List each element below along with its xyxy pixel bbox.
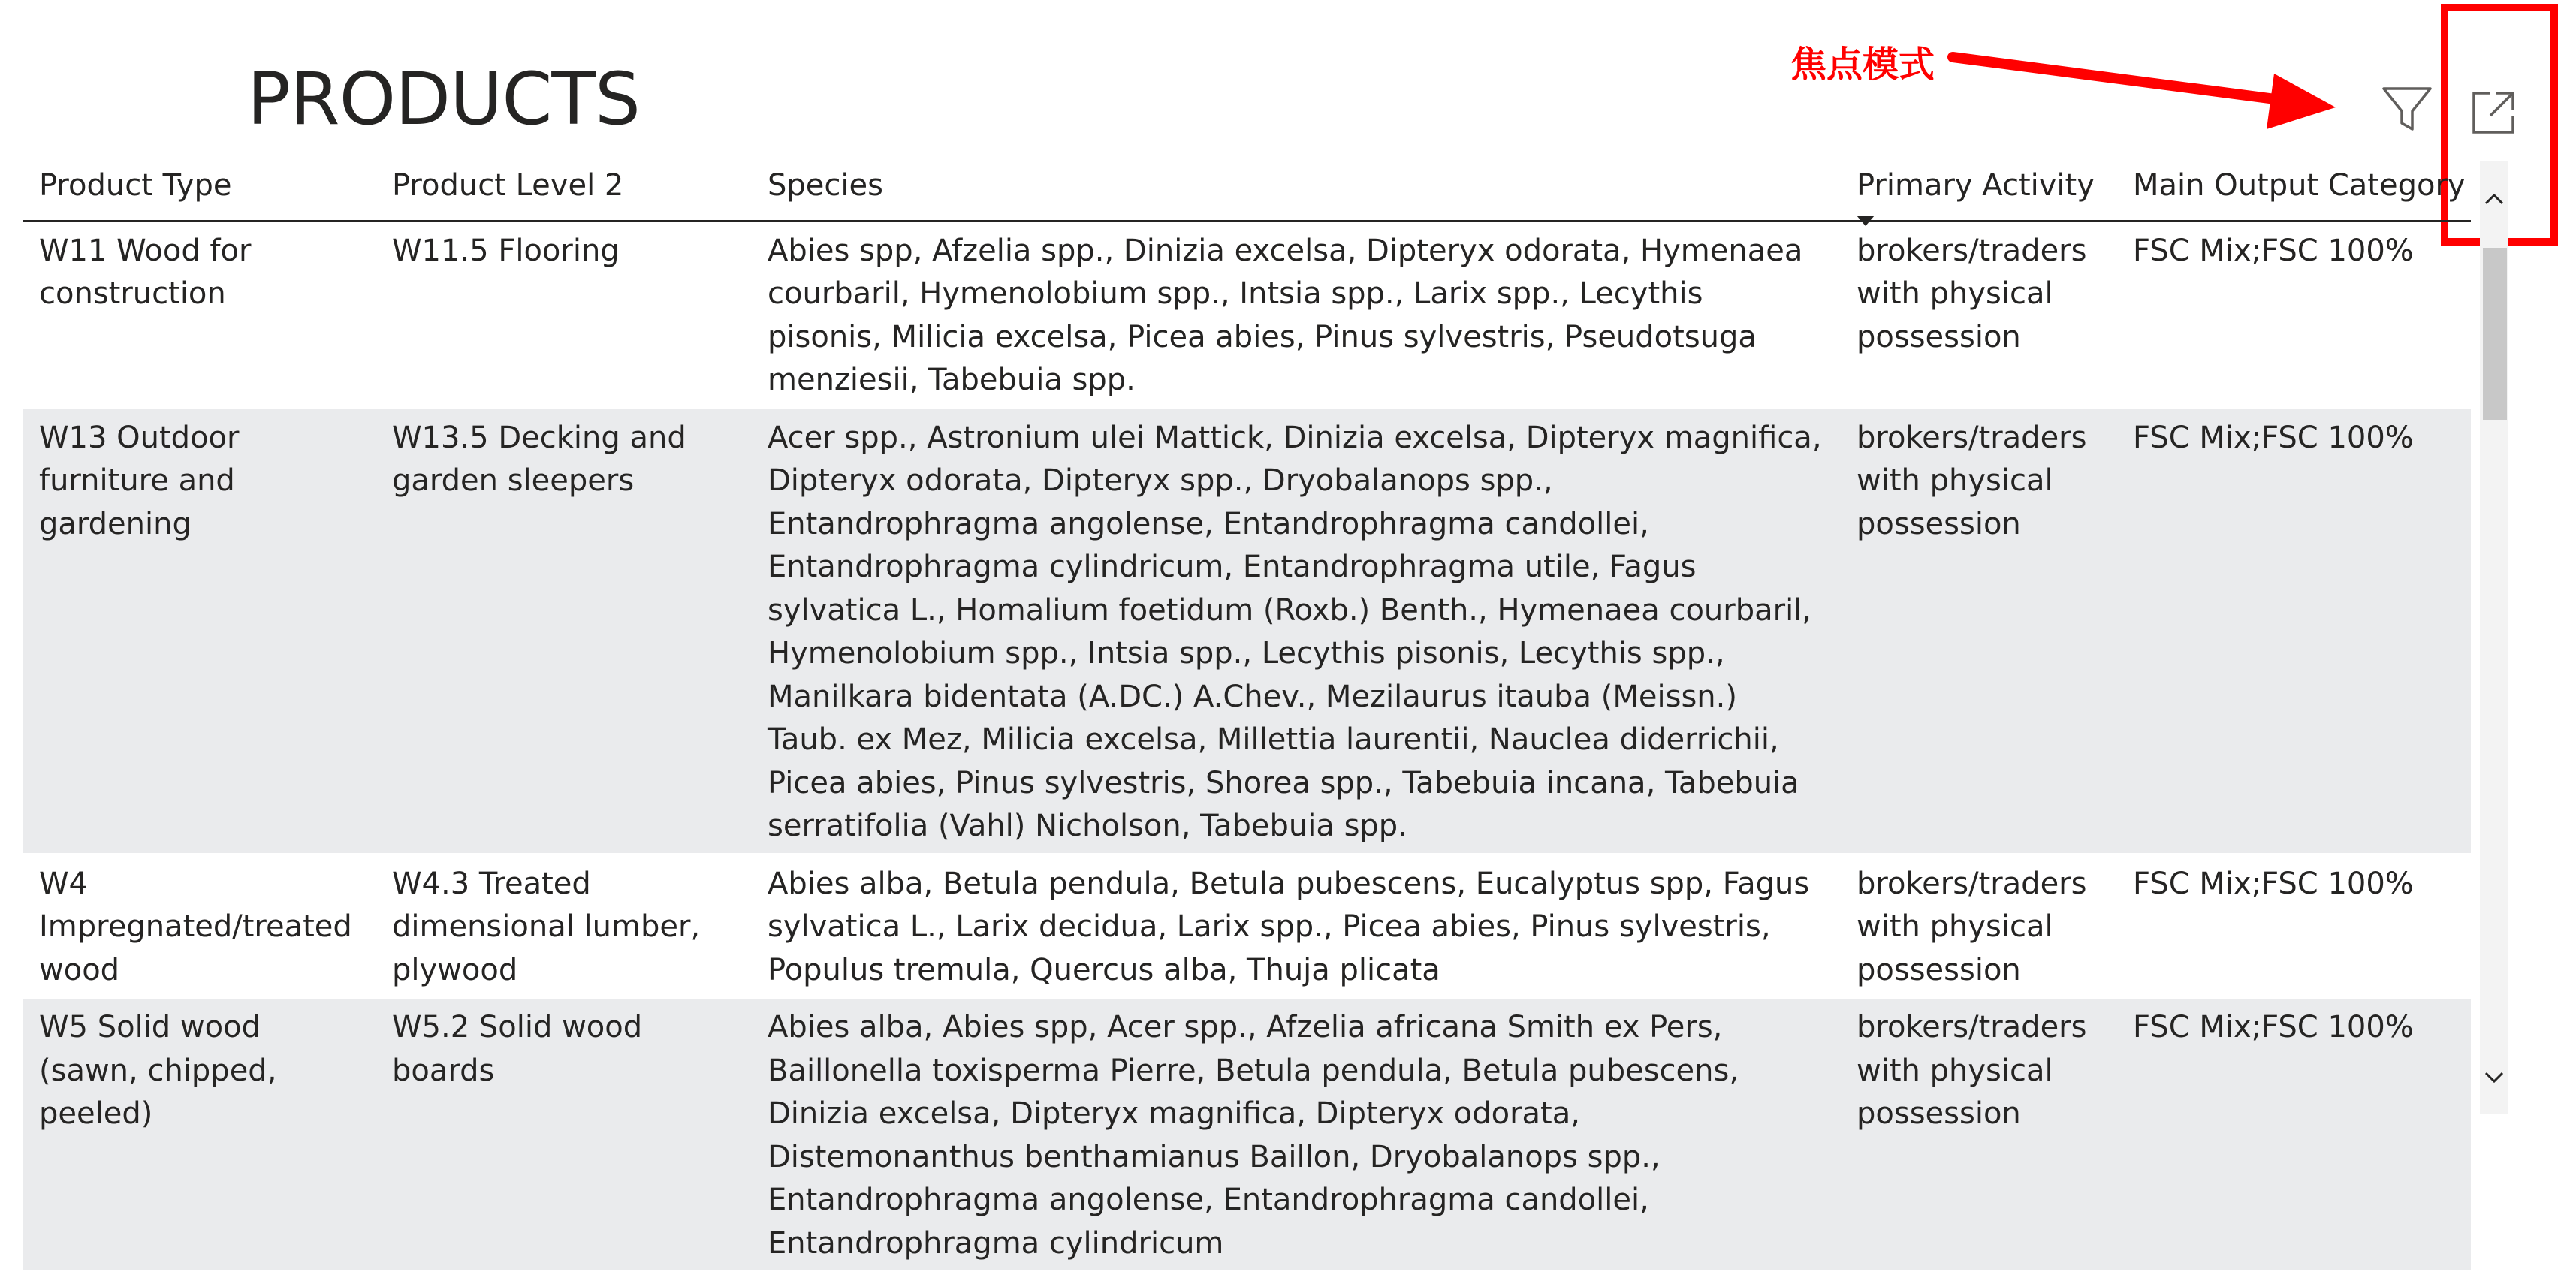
products-table [23, 154, 2471, 1261]
table-header-row [23, 154, 2471, 221]
cell-product-level-2: W11.5 Flooring [392, 233, 620, 268]
cell-product-type: W13 Outdoor furniture and gardening [23, 408, 376, 854]
filter-icon[interactable] [2381, 83, 2433, 135]
cell-primary-activity: brokers/traders with physical possession [1857, 866, 2087, 987]
column-header-species[interactable]: Species [751, 154, 1840, 221]
cell-main-output-category: FSC Mix;FSC 100% [2133, 233, 2414, 268]
table-row[interactable] [23, 221, 2471, 408]
cell-species: Abies alba, Betula pendula, Betula pubescens, Eucalyptus spp, Fagus sylvatica L., Larix decidua, Larix spp., Picea abies, Pinus sylvestris, Populus tremula, Quercus alba, Thuja plicata [768, 866, 1810, 987]
cell-species: Abies spp, Afzelia spp., Dinizia excelsa, Dipteryx odorata, Hymenaea courbaril, Hymenolobium spp., Intsia spp., Larix spp., Lecythis pisonis, Milicia excelsa, Picea abies, Pinus sylvestris, Pseudotsuga menziesii, Tabebuia spp. [768, 233, 1803, 397]
cell-product-level-2: W13.5 Decking and garden sleepers [376, 408, 751, 854]
cell-primary-activity: brokers/traders with physical possession [1840, 998, 2116, 1271]
cell-primary-activity: brokers/traders with physical possession [1857, 233, 2087, 354]
cell-main-output-category: FSC Mix;FSC 100% [2116, 998, 2471, 1271]
column-header-label: Primary Activity [1857, 168, 2095, 203]
cell-primary-activity: brokers/traders with physical possession [1840, 408, 2116, 854]
column-header-primary-activity[interactable] [1840, 154, 2116, 221]
cell-species: Abies alba, Abies spp, Acer spp., Afzelia africana Smith ex Pers, Baillonella toxisperma Pierre, Betula pendula, Betula pubescens, Dinizia excelsa, Dipteryx magnifica, Dipteryx odorata, Distemonanthus benthamianus Baillon, Dryobalanops spp., Entandrophragma angolense, Entandrophragma candollei, Entandrophragma cylindricum [751, 998, 1840, 1271]
cell-product-type: W4 Impregnated/treated wood [39, 866, 352, 987]
table-row[interactable] [23, 998, 2471, 1271]
column-header-product-level-2[interactable]: Product Level 2 [376, 154, 751, 221]
cell-product-level-2: W5.2 Solid wood boards [376, 998, 751, 1271]
table-row[interactable] [23, 408, 2471, 854]
chevron-up-icon[interactable] [2480, 180, 2508, 218]
sort-descending-icon [1857, 216, 1875, 226]
scrollbar-thumb[interactable] [2483, 248, 2507, 420]
focus-mode-annotation-label: 焦点模式 [1790, 44, 1935, 86]
column-header-main-output-category[interactable]: Main Output Category [2116, 154, 2471, 221]
cell-main-output-category: FSC Mix;FSC 100% [2116, 408, 2471, 854]
cell-product-level-2: W4.3 Treated dimensional lumber, plywood [392, 866, 701, 987]
table-row[interactable] [23, 854, 2471, 998]
cell-species: Acer spp., Astronium ulei Mattick, Dinizia excelsa, Dipteryx magnifica, Dipteryx odorata, Dipteryx spp., Dryobalanops spp., Entandrophragma angolense, Entandrophragma candollei, Entandrophragma cylindricum, Entandrophragma utile, Fagus sylvatica L., Homalium foetidum (Roxb.) Benth., Hymenaea courbaril, Hymenolobium spp., Intsia spp., Lecythis pisonis, Lecythis spp., Manilkara bidentata (A.DC.) A.Chev., Mezilaurus itauba (Meissn.) Taub. ex Mez, Milicia excelsa, Millettia laurentii, Nauclea diderrichii, Picea abies, Pinus sylvestris, Shorea spp., Tabebuia incana, Tabebuia serratifolia (Vahl) Nicholson, Tabebuia spp. [751, 408, 1840, 854]
cell-main-output-category: FSC Mix;FSC 100% [2133, 866, 2414, 901]
cell-product-type: W11 Wood for construction [39, 233, 252, 311]
cell-product-type: W5 Solid wood (sawn, chipped, peeled) [23, 998, 376, 1271]
column-header-product-type[interactable]: Product Type [23, 154, 376, 221]
chevron-down-icon[interactable] [2480, 1059, 2508, 1096]
visual-title: PRODUCTS [247, 57, 640, 141]
